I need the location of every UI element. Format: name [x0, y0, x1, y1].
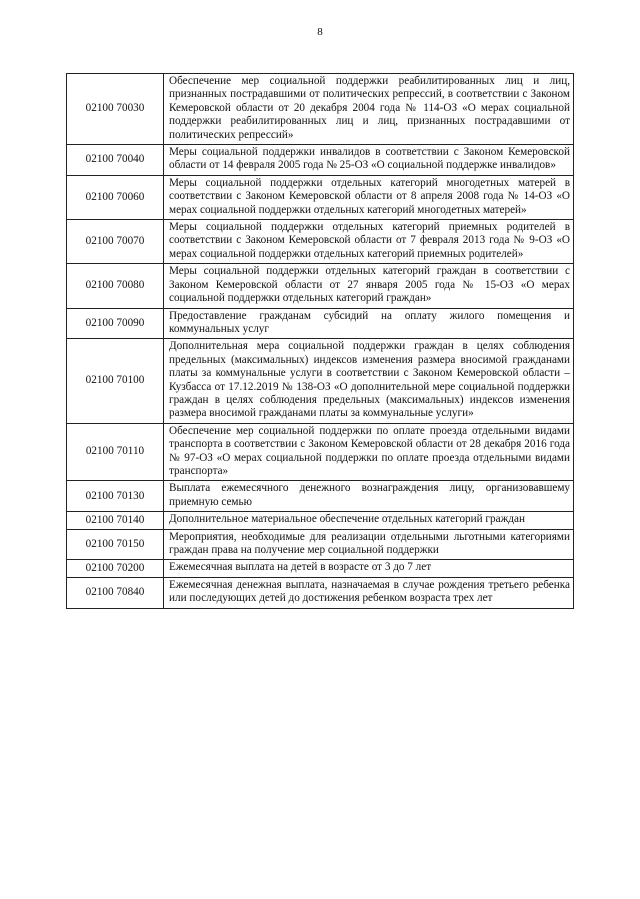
table-row	[67, 175, 574, 219]
row-code: 02100 70030	[67, 74, 164, 145]
row-code: 02100 70140	[67, 512, 164, 529]
row-code: 02100 70200	[67, 560, 164, 577]
table-body	[67, 74, 574, 609]
budget-codes-table	[66, 73, 574, 609]
row-description: Меры социальной поддержки отдельных категорий многодетных матерей в соответствии с Законом Кемеровской области от 8 апреля 2008 года № 14-ОЗ «О мерах социальной поддержки отдельных категорий многодетных матерей»	[164, 175, 574, 219]
row-description: Меры социальной поддержки отдельных категорий граждан в соответствии с Законом Кемеровской области от 27 января 2005 года № 15-ОЗ «О мерах социальной поддержки отдельных категорий граждан»	[164, 264, 574, 308]
row-code: 02100 70090	[67, 308, 164, 339]
table-row	[67, 308, 574, 339]
table-row	[67, 512, 574, 529]
page-number: 8	[317, 26, 323, 38]
row-description: Ежемесячная денежная выплата, назначаемая в случае рождения третьего ребенка или последующих детей до достижения ребенком возраста трех лет	[164, 577, 574, 608]
row-description: Мероприятия, необходимые для реализации отдельными льготными категориями граждан права на получение мер социальной поддержки	[164, 529, 574, 560]
table-row	[67, 529, 574, 560]
table-row	[67, 481, 574, 512]
row-code: 02100 70070	[67, 220, 164, 264]
row-code: 02100 70110	[67, 423, 164, 481]
row-description: Обеспечение мер социальной поддержки по оплате проезда отдельными видами транспорта в соответствии с Законом Кемеровской области от 28 декабря 2016 года № 97-ОЗ «О мерах социальной поддержки по оплате проезда отдельными видами транспорта»	[164, 423, 574, 481]
row-description: Выплата ежемесячного денежного вознаграждения лицу, организовавшему приемную семью	[164, 481, 574, 512]
row-description: Ежемесячная выплата на детей в возрасте от 3 до 7 лет	[164, 560, 574, 577]
table-row	[67, 577, 574, 608]
row-code: 02100 70150	[67, 529, 164, 560]
table-row	[67, 560, 574, 577]
table-row	[67, 339, 574, 423]
table-row	[67, 74, 574, 145]
row-description: Обеспечение мер социальной поддержки реабилитированных лиц и лиц, признанных пострадавшими от политических репрессий, в соответствии с Законом Кемеровской области от 20 декабря 2004 года № 114-ОЗ «О мерах социальной поддержки реабилитированных лиц и лиц, признанных пострадавшими от политических репрессий»	[164, 74, 574, 145]
row-description: Меры социальной поддержки отдельных категорий приемных родителей в соответствии с Законом Кемеровской области от 7 февраля 2013 года № 9-ОЗ «О мерах социальной поддержки отдельных категорий приемных родителей»	[164, 220, 574, 264]
row-code: 02100 70130	[67, 481, 164, 512]
row-code: 02100 70040	[67, 145, 164, 176]
row-code: 02100 70060	[67, 175, 164, 219]
row-code: 02100 70840	[67, 577, 164, 608]
row-code: 02100 70080	[67, 264, 164, 308]
table-row	[67, 220, 574, 264]
row-code: 02100 70100	[67, 339, 164, 423]
row-description: Дополнительная мера социальной поддержки граждан в целях соблюдения предельных (максимальных) индексов изменения размера вносимой гражданами платы за коммунальные услуги в соответствии с Законом Кемеровской области – Кузбасса от 17.12.2019 № 138-ОЗ «О дополнительной мере социальной поддержки граждан в целях соблюдения предельных (максимальных) индексов изменения размера вносимой гражданами платы за коммунальные услуги»	[164, 339, 574, 423]
row-description: Дополнительное материальное обеспечение отдельных категорий граждан	[164, 512, 574, 529]
row-description: Предоставление гражданам субсидий на оплату жилого помещения и коммунальных услуг	[164, 308, 574, 339]
table-row	[67, 423, 574, 481]
table-row	[67, 264, 574, 308]
table-row	[67, 145, 574, 176]
row-description: Меры социальной поддержки инвалидов в соответствии с Законом Кемеровской области от 14 февраля 2005 года № 25-ОЗ «О социальной поддержке инвалидов»	[164, 145, 574, 176]
